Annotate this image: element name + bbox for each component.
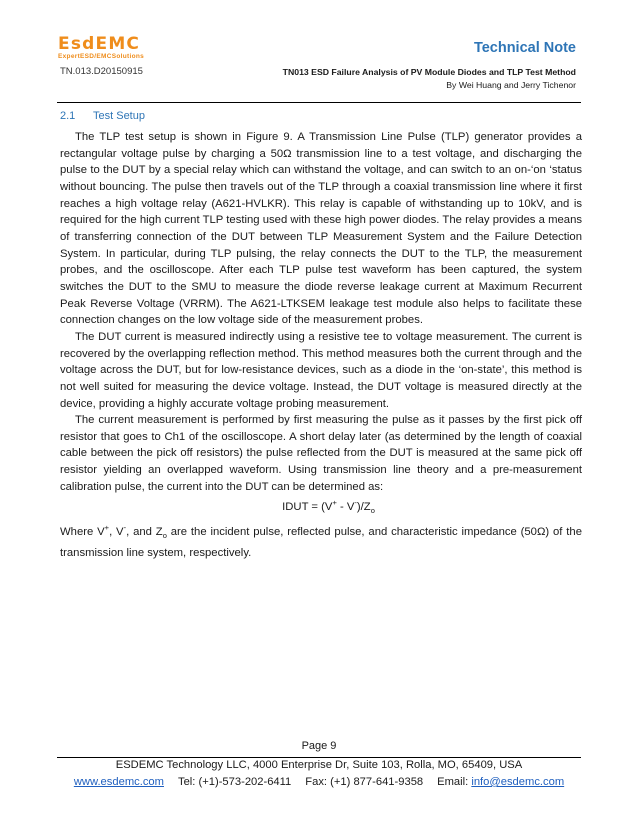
section-number: 2.1 (60, 110, 76, 122)
paragraph-current-measurement-method: The DUT current is measured indirectly using a resistive tee to voltage measurement. The current is recovered by the overlapping reflection method. This method measures both the current through and the voltage across the DUT, but for low-resistance devices, such as a diode in the ‘on-state’, this method is not well suited for measuring the device voltage. Instead, the DUT voltage is measured directly at the device, providing a highly accurate voltage probing measurement. (60, 330, 582, 410)
document-title: TN013 ESD Failure Analysis of PV Module Diodes and TLP Test Method (282, 67, 576, 77)
email-link[interactable]: info@esdemc.com (471, 776, 565, 788)
section-title: Test Setup (93, 110, 145, 122)
footer-divider (57, 757, 581, 758)
logo-tagline: ExpertESD/EMCSolutions (58, 53, 145, 60)
paragraph-current-calculation: The current measurement is performed by first measuring the pulse as it passes by the first pick off resistor that goes to Ch1 of the oscilloscope. A short delay later (as determined by the length of coaxial cable between the pick off resistors) the pulse reflected from the DUT is measured at the same pick off resistor yielding an overlapped waveform. Using transmission line theory and a pre-measurement calibration pulse, the current into the DUT can be determined as: (60, 414, 582, 493)
company-logo (58, 34, 144, 61)
footer-email-label: Email: (437, 776, 469, 788)
body-text (60, 129, 582, 561)
footer-contact (0, 776, 638, 788)
document-authors: By Wei Huang and Jerry Tichenor (446, 80, 576, 90)
footer-tel: Tel: (+1)-573-202-6411 (177, 776, 292, 788)
footer-fax: Fax: (+1) 877-641-9358 (305, 776, 424, 788)
equation-idut: IDUT = $(V^+ - V^-)/Z_o$ (282, 498, 375, 516)
paragraph-variable-definitions: Where V+, V-, and $Z_o$ are the incident pulse, reflected pulse, and characteristic impedance (50Ω) of the transmission line system, respectively. (60, 523, 582, 559)
website-link[interactable]: www.esdemc.com (73, 776, 164, 788)
page-number: Page 9 (301, 740, 337, 752)
paragraph-test-setup: The TLP test setup is shown in Figure 9. A Transmission Line Pulse (TLP) generator provides a rectangular voltage pulse by charging a 50Ω transmission line to a test voltage, and discharging the pulse to the DUT by a special relay which can withstand the voltage, and can switch to an on-‘on ‘status without bouncing. The pulse then travels out of the TLP through a coaxial transmission line where it first reaches a high voltage relay (A621-HVLKR). This relay is capable of withstanding up to 10kV, and is required for the high current TLP testing used with these high power diodes. The relay provides a means of transferring connection of the DUT between TLP Measurement System and the Failure Detection System. In particular, during TLP pulsing, the relay connects the DUT to the TLP, the measurement probes, and the oscilloscope. After each TLP pulse test waveform has been captured, the system switches the DUT to the SMU to measure the diode reverse leakage current at Maximum Recurrent Peak Reverse Voltage (VRRM). The A621-LTKSEM leakage test module also helps to facilitate these connection changes on the low voltage side of the measurement probes. (60, 131, 582, 327)
footer-company-address: ESDEMC Technology LLC, 4000 Enterprise Dr, Suite 103, Rolla, MO, 65409, USA (115, 759, 523, 771)
logo-wordmark: EsdEMC (58, 34, 141, 54)
document-type-label: Technical Note (473, 40, 576, 56)
document-number: TN.013.D20150915 (60, 66, 143, 77)
header-divider (57, 102, 581, 103)
section-heading (60, 110, 145, 122)
